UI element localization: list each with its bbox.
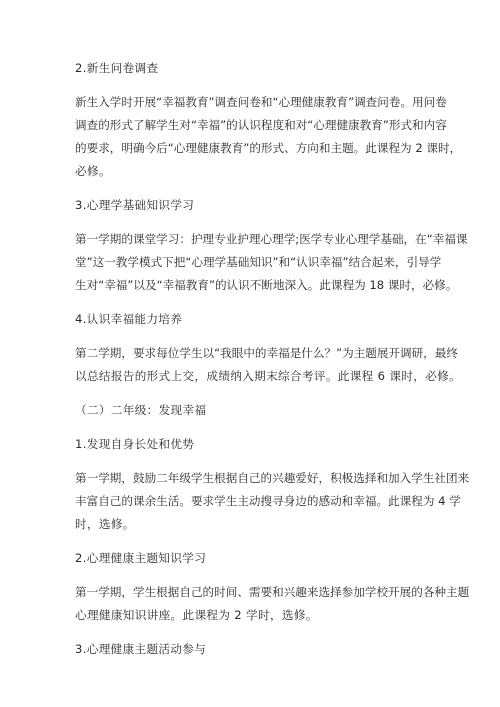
paragraph-line: 调查的形式了解学生对“幸福”的认识程度和对“心理健康教育”形式和内容 <box>75 118 447 132</box>
paragraph-line: 堂”这一教学模式下把“心理学基础知识”和“认识幸福”结合起来，引导学 <box>75 255 442 269</box>
section-heading-psychology-basics: 3.心理学基础知识学习 <box>75 198 195 212</box>
paragraph-line: 心理健康知识讲座。此课程为 2 学时，选修。 <box>75 608 318 622</box>
section-heading-happiness-ability: 4.认识幸福能力培养 <box>75 312 183 326</box>
paragraph-line: 的要求，明确今后“心理健康教育”的形式、方向和主题。此课程为 2 课时， <box>75 141 462 155</box>
paragraph-line: 新生入学时开展“幸福教育”调查问卷和“心理健康教育”调查问卷。用问卷 <box>75 95 447 109</box>
paragraph-line: 时，选修。 <box>75 517 135 531</box>
section-heading-strengths: 1.发现自身长处和优势 <box>75 437 195 451</box>
paragraph-line: 第一学期，学生根据自己的时间、需要和兴趣来选择参加学校开展的各种主题 <box>75 585 470 599</box>
paragraph-line: 生对“幸福”以及“幸福教育”的认识不断地深入。此课程为 18 课时，必修。 <box>75 278 458 292</box>
section-heading-mental-health-activities: 3.心理健康主题活动参与 <box>75 642 207 656</box>
paragraph-line: 必修。 <box>75 164 111 178</box>
section-heading-mental-health-knowledge: 2.心理健康主题知识学习 <box>75 551 207 565</box>
paragraph-line: 第一学期的课堂学习：护理专业护理心理学;医学专业心理学基础，在“幸福课 <box>75 232 468 246</box>
paragraph-line: 丰富自己的课余生活。要求学生主动搜寻身边的感动和幸福。此课程为 4 学 <box>75 494 461 508</box>
section-heading-grade-two: （二）二年级：发现幸福 <box>75 403 207 417</box>
paragraph-line: 以总结报告的形式上交，成绩纳入期末综合考评。此课程 6 课时，必修。 <box>75 369 462 383</box>
paragraph-line: 第二学期，要求每位学生以“我眼中的幸福是什么？”为主题展开调研，最终 <box>75 346 459 360</box>
paragraph-line: 第一学期，鼓励二年级学生根据自己的兴趣爱好，积极选择和加入学生社团来 <box>75 471 470 485</box>
section-heading-survey: 2.新生问卷调查 <box>75 61 159 75</box>
